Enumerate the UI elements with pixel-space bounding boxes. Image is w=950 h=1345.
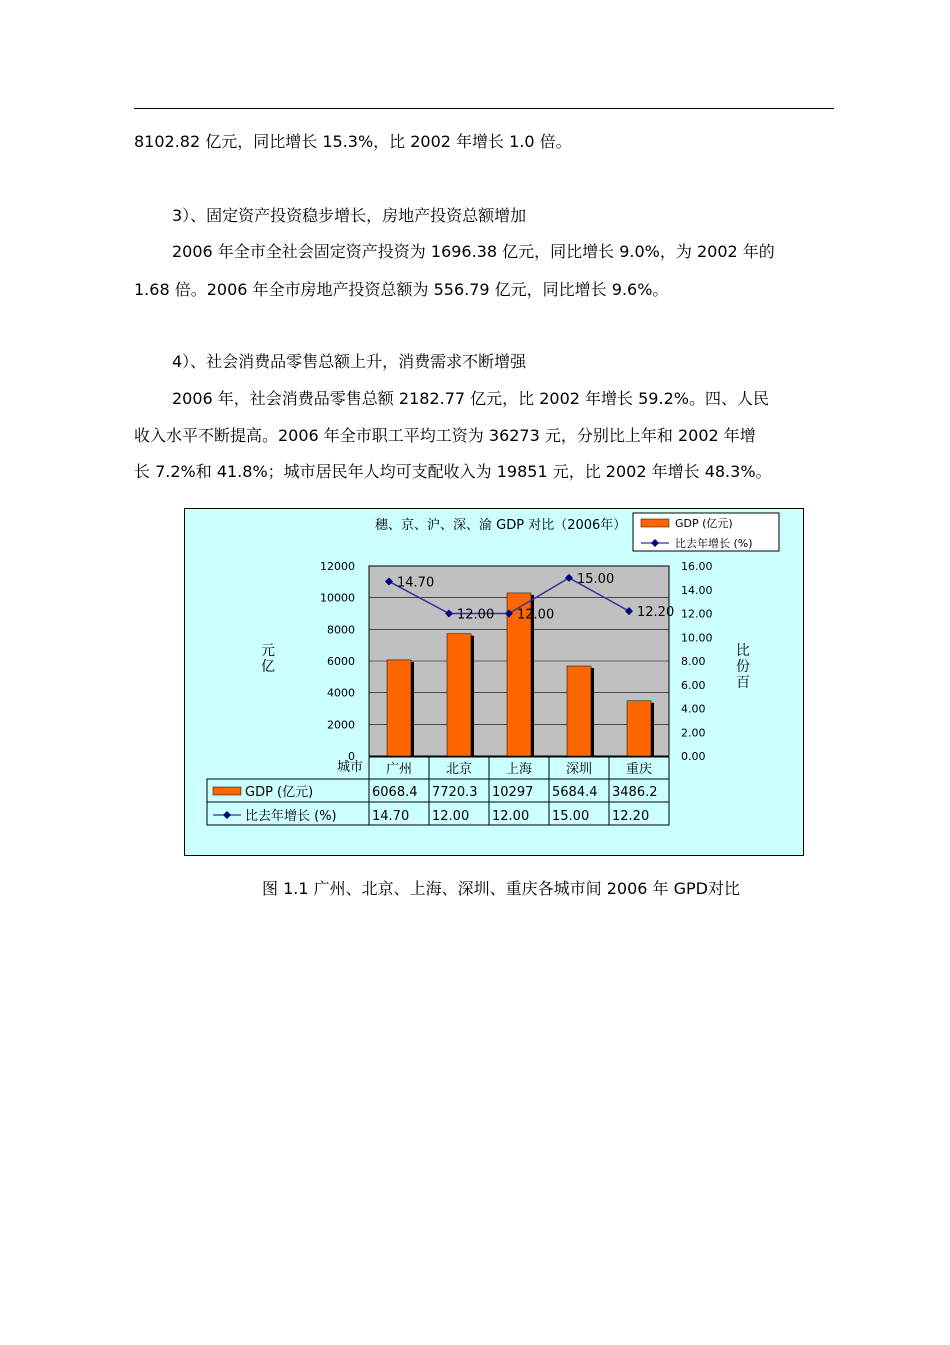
left-tick-label: 8000: [327, 623, 355, 637]
gdp-chart-svg: [185, 509, 803, 855]
legend-gdp-label: GDP (亿元): [675, 517, 733, 530]
growth-data-label: 15.00: [577, 571, 615, 587]
right-tick-label: 6.00: [681, 678, 706, 692]
left-tick-label: 2000: [327, 718, 355, 732]
right-axis: [681, 560, 713, 763]
right-tick-label: 10.00: [681, 631, 713, 645]
table-bar-swatch: [213, 787, 241, 795]
right-tick-label: 0.00: [681, 750, 706, 763]
table-cell: 12.20: [612, 809, 650, 824]
section-heading-4: 4）、社会消费品零售总额上升，消费需求不断增强: [172, 352, 527, 371]
table-row-label: GDP (亿元): [245, 785, 314, 800]
table-cell: 14.70: [372, 809, 410, 824]
right-tick-label: 16.00: [681, 560, 713, 573]
axis-title-char: 比: [736, 643, 750, 659]
paragraph-line-4: 1.68 倍。2006 年全市房地产投资总额为 556.79 亿元，同比增长 9.6%。: [134, 280, 669, 299]
bar-广州: [387, 660, 411, 756]
left-tick-label: 12000: [320, 560, 355, 573]
left-tick-label: 10000: [320, 591, 355, 605]
table-row-label: 比去年增长 (%): [245, 809, 337, 824]
paragraph-line-3: 2006 年全市全社会固定资产投资为 1696.38 亿元，同比增长 9.0%，为 2002 年的: [172, 242, 775, 261]
right-tick-label: 8.00: [681, 655, 706, 668]
data-table: [207, 757, 669, 825]
right-axis-title: [736, 643, 750, 691]
bar-深圳: [567, 666, 591, 756]
table-cell: 5684.4: [552, 785, 598, 800]
table-line-marker: [223, 811, 231, 819]
left-tick-label: 6000: [327, 655, 355, 668]
category-label: 上海: [505, 762, 533, 777]
axis-title-char: 亿: [261, 659, 275, 675]
table-cell: 7720.3: [432, 785, 478, 800]
growth-data-label: 12.00: [517, 607, 555, 623]
bar-北京: [447, 634, 471, 756]
right-tick-label: 14.00: [681, 583, 713, 597]
paragraph-line-6: 2006 年，社会消费品零售总额 2182.77 亿元，比 2002 年增长 59.2%。四、人民: [172, 389, 769, 408]
growth-data-label: 12.20: [637, 605, 675, 621]
table-cell: 6068.4: [372, 785, 418, 800]
growth-data-label: 12.00: [457, 607, 495, 623]
axis-title-char: 百: [736, 675, 750, 691]
right-tick-label: 12.00: [681, 607, 713, 621]
table-cell: 15.00: [552, 809, 590, 824]
figure-caption: 图 1.1 广州、北京、上海、深圳、重庆各城市间 2006 年 GPD对比: [262, 879, 740, 898]
left-tick-label: 4000: [327, 686, 355, 700]
table-cell: 10297: [492, 785, 534, 800]
left-axis: [320, 560, 355, 763]
category-label: 广州: [385, 762, 413, 777]
axis-title-char: 份: [736, 659, 750, 675]
section-heading-3: 3）、固定资产投资稳步增长，房地产投资总额增加: [172, 206, 527, 225]
growth-data-label: 14.70: [397, 575, 435, 591]
paragraph-line-8: 长 7.2%和 41.8%；城市居民年人均可支配收入为 19851 元，比 2002 年增长 48.3%。: [134, 462, 772, 481]
bar-重庆: [627, 701, 651, 756]
legend-growth-label: 比去年增长 (%): [675, 537, 753, 550]
chart-legend: [633, 513, 779, 551]
right-tick-label: 2.00: [681, 726, 706, 740]
axis-title-char: 元: [261, 643, 275, 659]
category-label: 重庆: [625, 762, 653, 777]
category-label: 深圳: [565, 762, 593, 777]
right-tick-label: 4.00: [681, 702, 706, 716]
table-cell: 12.00: [432, 809, 470, 824]
category-label: 北京: [445, 762, 473, 777]
left-axis-title: [261, 643, 275, 675]
header-rule: [134, 108, 834, 109]
table-cell: 3486.2: [612, 785, 658, 800]
category-axis-label: 城市: [337, 760, 364, 775]
paragraph-line-1: 8102.82 亿元，同比增长 15.3%，比 2002 年增长 1.0 倍。: [134, 132, 572, 151]
table-cell: 12.00: [492, 809, 530, 824]
paragraph-line-7: 收入水平不断提高。2006 年全市职工平均工资为 36273 元，分别比上年和 2002 年增: [134, 426, 756, 445]
left-tick-label: 0: [348, 750, 355, 763]
chart-title: 穗、京、沪、深、渝 GDP 对比（2006年）: [375, 518, 627, 533]
gdp-chart: [184, 508, 804, 856]
legend-bar-swatch: [641, 519, 669, 527]
